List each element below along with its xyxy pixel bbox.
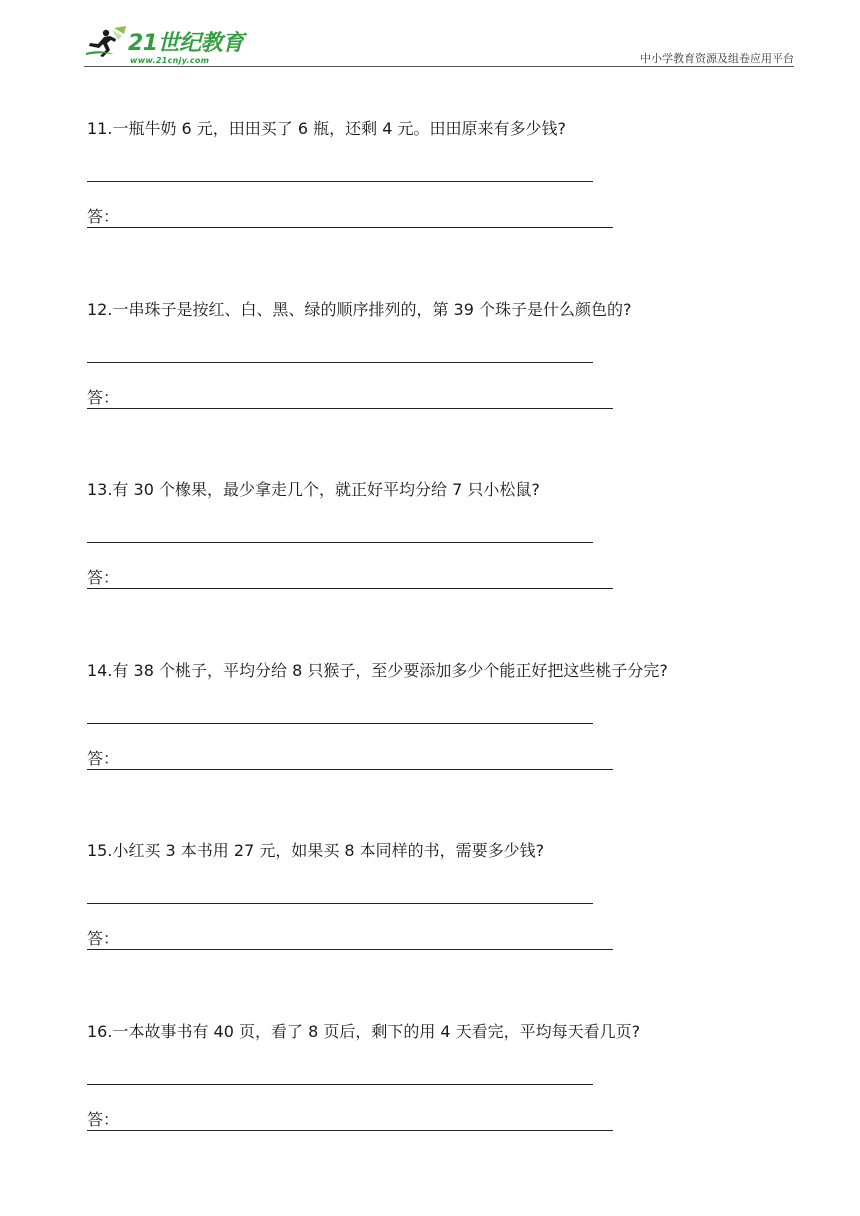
answer-line bbox=[87, 588, 613, 589]
question-16 bbox=[0, 1022, 860, 1152]
work-line bbox=[87, 181, 593, 182]
question-text: 16.一本故事书有 40 页，看了 8 页后，剩下的用 4 天看完，平均每天看几页? bbox=[87, 1022, 641, 1041]
answer-label: 答： bbox=[87, 388, 120, 407]
answer-line bbox=[87, 769, 613, 770]
question-text: 14.有 38 个桃子，平均分给 8 只猴子，至少要添加多少个能正好把这些桃子分完? bbox=[87, 661, 668, 680]
answer-line bbox=[87, 949, 613, 950]
question-13 bbox=[0, 480, 860, 610]
question-text: 13.有 30 个橡果，最少拿走几个，就正好平均分给 7 只小松鼠? bbox=[87, 480, 540, 499]
question-11 bbox=[0, 119, 860, 249]
logo-wordmark: 21世纪教育 bbox=[128, 31, 244, 56]
question-text: 12.一串珠子是按红、白、黑、绿的顺序排列的，第 39 个珠子是什么颜色的? bbox=[87, 300, 632, 319]
work-line bbox=[87, 903, 593, 904]
question-14 bbox=[0, 661, 860, 791]
answer-line bbox=[87, 408, 613, 409]
header-divider bbox=[84, 66, 794, 67]
question-15 bbox=[0, 841, 860, 971]
answer-label: 答： bbox=[87, 929, 120, 948]
answer-label: 答： bbox=[87, 1110, 120, 1129]
logo-url: www.21cnjy.com bbox=[130, 56, 210, 65]
work-line bbox=[87, 723, 593, 724]
answer-line bbox=[87, 1130, 613, 1131]
answer-label: 答： bbox=[87, 568, 120, 587]
page-header bbox=[0, 0, 860, 70]
answer-label: 答： bbox=[87, 749, 120, 768]
work-line bbox=[87, 542, 593, 543]
answer-line bbox=[87, 227, 613, 228]
question-12 bbox=[0, 300, 860, 430]
question-text: 11.一瓶牛奶 6 元，田田买了 6 瓶，还剩 4 元。田田原来有多少钱? bbox=[87, 119, 566, 138]
logo bbox=[84, 20, 284, 68]
work-line bbox=[87, 1084, 593, 1085]
platform-name: 中小学教育资源及组卷应用平台 bbox=[640, 52, 794, 65]
runner-logo-icon bbox=[84, 26, 128, 58]
answer-label: 答： bbox=[87, 207, 120, 226]
question-text: 15.小红买 3 本书用 27 元，如果买 8 本同样的书，需要多少钱? bbox=[87, 841, 545, 860]
work-line bbox=[87, 362, 593, 363]
